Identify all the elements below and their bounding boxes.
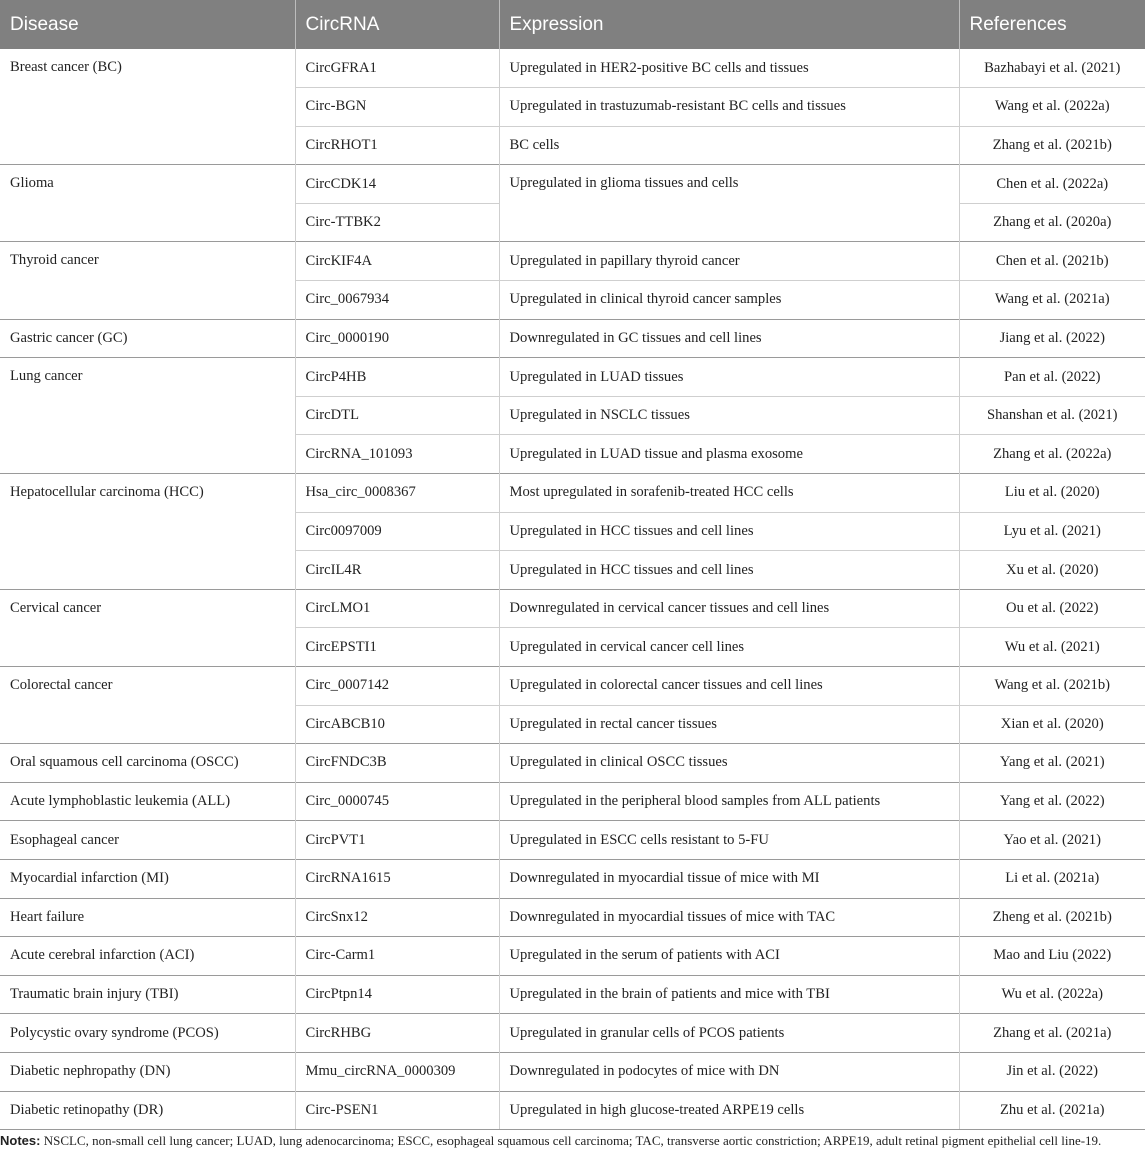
expression-cell: Upregulated in trastuzumab-resistant BC cells and tissues (499, 88, 959, 127)
table-row (0, 1014, 1145, 1053)
circrna-cell: CircABCB10 (295, 705, 499, 744)
reference-cell: Li et al. (2021a) (959, 859, 1145, 898)
table-row (0, 49, 1145, 88)
disease-cell: Glioma (0, 165, 295, 242)
expression-cell: Upregulated in LUAD tissues (499, 358, 959, 397)
circrna-cell: CircRNA_101093 (295, 435, 499, 474)
reference-cell: Wu et al. (2021) (959, 628, 1145, 667)
reference-cell: Jin et al. (2022) (959, 1052, 1145, 1091)
circrna-cell: CircCDK14 (295, 165, 499, 204)
reference-cell: Wang et al. (2021b) (959, 667, 1145, 706)
header-circrna: CircRNA (295, 0, 499, 49)
circrna-cell: Circ_0067934 (295, 281, 499, 320)
reference-cell: Zhang et al. (2021b) (959, 126, 1145, 165)
expression-cell: Upregulated in the serum of patients with ACI (499, 937, 959, 976)
reference-cell: Lyu et al. (2021) (959, 512, 1145, 551)
table-row (0, 1052, 1145, 1091)
circrna-cell: CircRHBG (295, 1014, 499, 1053)
reference-cell: Yang et al. (2022) (959, 782, 1145, 821)
reference-cell: Wu et al. (2022a) (959, 975, 1145, 1014)
circrna-cell: CircGFRA1 (295, 49, 499, 88)
disease-cell: Diabetic nephropathy (DN) (0, 1052, 295, 1091)
table-row (0, 358, 1145, 397)
header-references: References (959, 0, 1145, 49)
reference-cell: Jiang et al. (2022) (959, 319, 1145, 358)
table-row (0, 782, 1145, 821)
disease-cell: Gastric cancer (GC) (0, 319, 295, 358)
disease-cell: Breast cancer (BC) (0, 49, 295, 165)
reference-cell: Pan et al. (2022) (959, 358, 1145, 397)
disease-cell: Lung cancer (0, 358, 295, 474)
disease-cell: Acute lymphoblastic leukemia (ALL) (0, 782, 295, 821)
table-row (0, 975, 1145, 1014)
circrna-cell: CircSnx12 (295, 898, 499, 937)
expression-cell: Upregulated in colorectal cancer tissues and cell lines (499, 667, 959, 706)
reference-cell: Wang et al. (2021a) (959, 281, 1145, 320)
circrna-cell: CircPtpn14 (295, 975, 499, 1014)
expression-cell: Downregulated in myocardial tissue of mice with MI (499, 859, 959, 898)
expression-cell: Downregulated in cervical cancer tissues and cell lines (499, 589, 959, 628)
reference-cell: Yang et al. (2021) (959, 744, 1145, 783)
circrna-cell: CircEPSTI1 (295, 628, 499, 667)
circrna-cell: CircFNDC3B (295, 744, 499, 783)
circrna-cell: CircRNA1615 (295, 859, 499, 898)
expression-cell: Upregulated in glioma tissues and cells (499, 165, 959, 242)
circrna-cell: Circ-Carm1 (295, 937, 499, 976)
disease-cell: Cervical cancer (0, 589, 295, 666)
expression-cell: Upregulated in HCC tissues and cell lines (499, 512, 959, 551)
header-row (0, 0, 1145, 49)
table-row (0, 242, 1145, 281)
reference-cell: Mao and Liu (2022) (959, 937, 1145, 976)
circrna-cell: CircRHOT1 (295, 126, 499, 165)
header-disease: Disease (0, 0, 295, 49)
reference-cell: Xian et al. (2020) (959, 705, 1145, 744)
disease-cell: Diabetic retinopathy (DR) (0, 1091, 295, 1130)
disease-cell: Hepatocellular carcinoma (HCC) (0, 474, 295, 590)
disease-cell: Myocardial infarction (MI) (0, 859, 295, 898)
expression-cell: Upregulated in clinical thyroid cancer samples (499, 281, 959, 320)
disease-cell: Traumatic brain injury (TBI) (0, 975, 295, 1014)
reference-cell: Yao et al. (2021) (959, 821, 1145, 860)
disease-cell: Colorectal cancer (0, 667, 295, 744)
expression-cell: Upregulated in clinical OSCC tissues (499, 744, 959, 783)
circrna-cell: Circ-BGN (295, 88, 499, 127)
reference-cell: Zheng et al. (2021b) (959, 898, 1145, 937)
circrna-cell: CircLMO1 (295, 589, 499, 628)
expression-cell: Upregulated in papillary thyroid cancer (499, 242, 959, 281)
table-row (0, 319, 1145, 358)
circrna-cell: Circ-PSEN1 (295, 1091, 499, 1130)
disease-cell: Polycystic ovary syndrome (PCOS) (0, 1014, 295, 1053)
table-row (0, 744, 1145, 783)
expression-cell: Downregulated in GC tissues and cell lines (499, 319, 959, 358)
circrna-cell: Circ_0000190 (295, 319, 499, 358)
table-row (0, 937, 1145, 976)
table-row (0, 589, 1145, 628)
expression-cell: Upregulated in NSCLC tissues (499, 396, 959, 435)
circrna-cell: CircPVT1 (295, 821, 499, 860)
table-row (0, 474, 1145, 513)
disease-cell: Esophageal cancer (0, 821, 295, 860)
reference-cell: Liu et al. (2020) (959, 474, 1145, 513)
expression-cell: Upregulated in HCC tissues and cell lines (499, 551, 959, 590)
circrna-cell: Mmu_circRNA_0000309 (295, 1052, 499, 1091)
expression-cell: Upregulated in the brain of patients and mice with TBI (499, 975, 959, 1014)
reference-cell: Ou et al. (2022) (959, 589, 1145, 628)
expression-cell: BC cells (499, 126, 959, 165)
reference-cell: Shanshan et al. (2021) (959, 396, 1145, 435)
notes-text: NSCLC, non-small cell lung cancer; LUAD, lung adenocarcinoma; ESCC, esophageal squamous cell carcinoma; TAC, transverse aortic constriction; ARPE19, adult retinal pigment epithelial cell line-19. (40, 1133, 1102, 1148)
table-notes (0, 1132, 1135, 1150)
disease-cell: Acute cerebral infarction (ACI) (0, 937, 295, 976)
expression-cell: Upregulated in cervical cancer cell lines (499, 628, 959, 667)
reference-cell: Bazhabayi et al. (2021) (984, 59, 1121, 76)
circrna-cell: CircDTL (295, 396, 499, 435)
circrna-cell: CircP4HB (295, 358, 499, 397)
circrna-cell: Circ_0007142 (295, 667, 499, 706)
expression-cell: Upregulated in ESCC cells resistant to 5-FU (499, 821, 959, 860)
table-row (0, 898, 1145, 937)
table-row (0, 821, 1145, 860)
disease-cell: Heart failure (0, 898, 295, 937)
circrna-cell: CircKIF4A (295, 242, 499, 281)
reference-cell: Zhang et al. (2022a) (959, 435, 1145, 474)
reference-cell: Zhang et al. (2021a) (959, 1014, 1145, 1053)
table-row (0, 859, 1145, 898)
circrna-cell: Circ_0000745 (295, 782, 499, 821)
circrna-cell: Circ-TTBK2 (295, 203, 499, 242)
header-expression: Expression (499, 0, 959, 49)
circrna-cell: CircIL4R (295, 551, 499, 590)
disease-cell: Thyroid cancer (0, 242, 295, 319)
expression-cell: Downregulated in myocardial tissues of mice with TAC (499, 898, 959, 937)
disease-cell: Oral squamous cell carcinoma (OSCC) (0, 744, 295, 783)
reference-cell: Chen et al. (2021b) (959, 242, 1145, 281)
circrna-cell: Hsa_circ_0008367 (295, 474, 499, 513)
expression-cell: Upregulated in rectal cancer tissues (499, 705, 959, 744)
expression-cell: Upregulated in HER2-positive BC cells and tissues (499, 49, 959, 88)
expression-cell: Upregulated in the peripheral blood samples from ALL patients (499, 782, 959, 821)
expression-cell: Upregulated in granular cells of PCOS patients (499, 1014, 959, 1053)
circrna-cell: Circ0097009 (295, 512, 499, 551)
expression-cell: Upregulated in LUAD tissue and plasma exosome (499, 435, 959, 474)
table-row (0, 1091, 1145, 1130)
reference-cell: Xu et al. (2020) (959, 551, 1145, 590)
expression-cell: Upregulated in high glucose-treated ARPE19 cells (499, 1091, 959, 1130)
table-row (0, 667, 1145, 706)
expression-cell: Most upregulated in sorafenib-treated HCC cells (499, 474, 959, 513)
table-row (0, 165, 1145, 204)
reference-cell: Zhu et al. (2021a) (959, 1091, 1145, 1130)
expression-cell: Downregulated in podocytes of mice with DN (499, 1052, 959, 1091)
reference-cell: Wang et al. (2022a) (959, 88, 1145, 127)
notes-label: Notes: (0, 1133, 41, 1148)
reference-cell: Chen et al. (2022a) (959, 165, 1145, 204)
reference-cell: Zhang et al. (2020a) (959, 203, 1145, 242)
